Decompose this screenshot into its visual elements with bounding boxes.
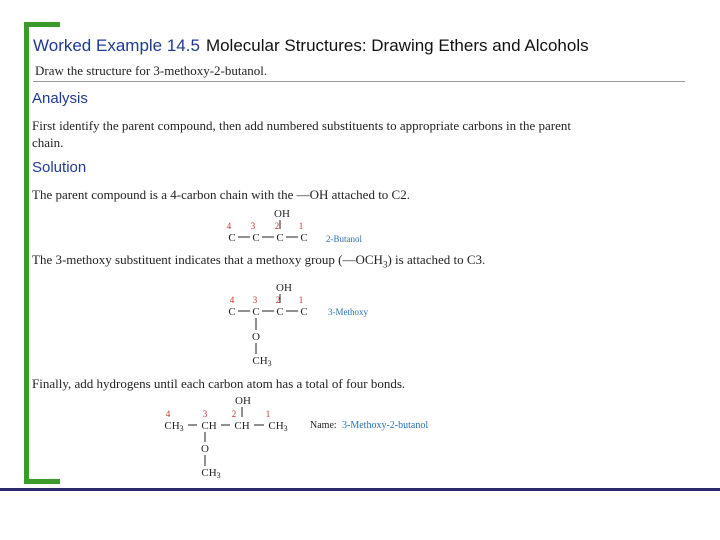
problem-statement: Draw the structure for 3-methoxy-2-butanol. — [35, 63, 268, 78]
structure-3-methoxy — [220, 278, 400, 370]
hydroxyl-label: OH — [276, 282, 292, 294]
carbon-atom-4: C — [228, 306, 236, 318]
carbon-number-1: 1 — [265, 409, 271, 419]
carbon-number-4: 4 — [165, 409, 171, 419]
frame-bracket-top — [24, 22, 60, 27]
frame-bracket-bottom — [24, 479, 60, 484]
carbon-number-4: 4 — [226, 221, 232, 231]
carbon-number-4: 4 — [229, 295, 235, 305]
carbon-group-2: CH — [234, 420, 250, 432]
methyl-label: CH3 — [201, 467, 221, 480]
step-2-subscript: 3 — [382, 259, 388, 270]
carbon-group-3: CH — [201, 420, 217, 432]
hydroxyl-label: OH — [235, 395, 251, 407]
carbon-atom-1: C — [300, 306, 308, 318]
page-title — [33, 36, 589, 56]
carbon-number-1: 1 — [298, 221, 304, 231]
carbon-group-4: CH3 — [164, 420, 184, 433]
carbon-number-3: 3 — [252, 295, 258, 305]
carbon-atom-3: C — [252, 306, 260, 318]
oxygen-atom: O — [252, 331, 260, 343]
compound-label: 2-Butanol — [326, 234, 362, 244]
frame-bracket-vertical — [24, 22, 29, 484]
hydroxyl-label: OH — [274, 208, 290, 220]
solution-step-2 — [32, 251, 485, 274]
carbon-number-2: 2 — [275, 295, 281, 305]
compound-name: 3-Methoxy-2-butanol — [342, 420, 429, 431]
section-divider — [33, 81, 685, 82]
name-prefix: Name: — [310, 420, 337, 431]
carbon-number-3: 3 — [202, 409, 208, 419]
carbon-atom-4: C — [228, 232, 236, 244]
carbon-number-2: 2 — [231, 409, 237, 419]
structure-2-butanol — [220, 204, 400, 246]
carbon-number-2: 2 — [274, 221, 280, 231]
substituent-label: 3-Methoxy — [328, 307, 368, 317]
carbon-number-1: 1 — [298, 295, 304, 305]
analysis-heading: Analysis — [32, 90, 88, 107]
analysis-text: First identify the parent compound, then add numbered substituents to appropriate carbons in the parent chain. — [32, 118, 572, 150]
carbon-atom-3: C — [252, 232, 260, 244]
carbon-group-1: CH3 — [268, 420, 288, 433]
bottom-rule — [0, 488, 720, 491]
carbon-number-3: 3 — [250, 221, 256, 231]
carbon-atom-2: C — [276, 232, 284, 244]
step-2-text-end: ) is attached to C3. — [387, 252, 486, 267]
solution-heading: Solution — [32, 159, 87, 176]
carbon-atom-2: C — [276, 306, 284, 318]
step-2-text-start: The 3-methoxy substituent indicates that a methoxy group (—OCH — [32, 252, 383, 267]
example-number: Worked Example 14.5 — [33, 36, 200, 55]
oxygen-atom: O — [201, 443, 209, 455]
example-title: Molecular Structures: Drawing Ethers and Alcohols — [205, 36, 589, 55]
structure-3-methoxy-2-butanol — [158, 392, 458, 482]
methyl-label: CH3 — [252, 355, 272, 368]
solution-step-1: The parent compound is a 4-carbon chain with the —OH attached to C2. — [32, 187, 410, 202]
carbon-atom-1: C — [300, 232, 308, 244]
solution-step-3: Finally, add hydrogens until each carbon atom has a total of four bonds. — [32, 376, 406, 391]
